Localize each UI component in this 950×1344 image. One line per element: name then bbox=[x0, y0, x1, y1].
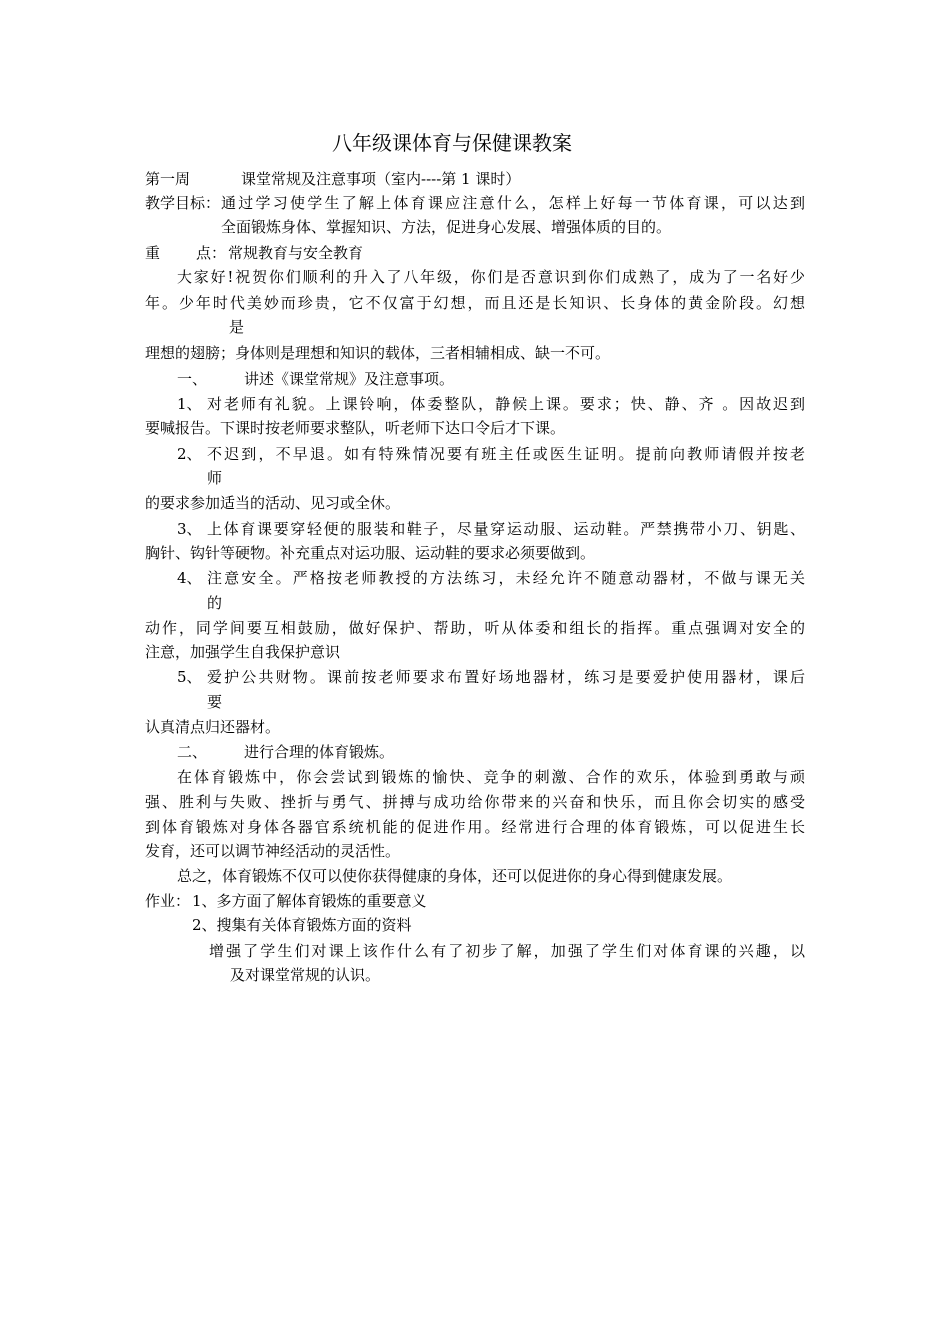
list-item-text: 的要求参加适当的活动、见习或全休。 bbox=[145, 494, 401, 512]
paragraph-line: 发育，还可以调节神经活动的灵活性。 bbox=[145, 842, 401, 860]
list-item-text: 要喊报告。下课时按老师要求整队，听老师下达口令后才下课。 bbox=[145, 419, 566, 437]
key-point-label: 点： bbox=[196, 244, 227, 262]
intro-line: 理想的翅膀；身体则是理想和知识的载体，三者相辅相成、缺一不可。 bbox=[145, 344, 611, 362]
paragraph-line: 到体育锻炼对身体各器官系统机能的促进作用。经常进行合理的体育锻炼，可以促进生长 bbox=[145, 818, 805, 836]
list-item-number: 2、 bbox=[177, 445, 202, 463]
list-item-text: 注意安全。严格按老师教授的方法练习，未经允许不随意动器材，不做与课无关 bbox=[207, 569, 805, 587]
list-item-text: 动作，同学间要互相鼓励，做好保护、帮助，听从体委和组长的指挥。重点强调对安全的 bbox=[145, 619, 805, 637]
page-title: 八年级课体育与保健课教案 bbox=[332, 131, 572, 155]
list-item-text: 爱护公共财物。课前按老师要求布置好场地器材，练习是要爱护使用器材，课后 bbox=[207, 668, 805, 686]
homework-label: 作业： bbox=[145, 892, 191, 910]
list-item-text: 注意，加强学生自我保护意识 bbox=[145, 643, 341, 661]
paragraph-line: 在体育锻炼中，你会尝试到锻炼的愉快、竞争的刺激、合作的欢乐，体验到勇敢与顽 bbox=[177, 768, 805, 786]
section-heading: 讲述《课堂常规》及注意事项。 bbox=[244, 370, 455, 388]
reflection-line: 及对课堂常规的认识。 bbox=[230, 966, 381, 984]
list-item-text: 要 bbox=[207, 693, 223, 711]
key-point-label: 重 bbox=[145, 244, 161, 262]
list-item-text: 上体育课要穿轻便的服装和鞋子，尽量穿运动服、运动鞋。严禁携带小刀、钥匙、 bbox=[207, 520, 805, 538]
objective-line: 通过学习使学生了解上体育课应注意什么，怎样上好每一节体育课，可以达到 bbox=[221, 194, 805, 212]
section-heading: 进行合理的体育锻炼。 bbox=[244, 743, 395, 761]
reflection-line: 增强了学生们对课上该作什么有了初步了解，加强了学生们对体育课的兴趣，以 bbox=[209, 942, 805, 960]
list-item-number: 1、 bbox=[177, 395, 202, 413]
week-label: 第一周 bbox=[145, 170, 191, 188]
section-number: 二、 bbox=[177, 743, 208, 761]
list-item-number: 3、 bbox=[177, 520, 202, 538]
section-number: 一、 bbox=[177, 370, 208, 388]
list-item-number: 4、 bbox=[177, 569, 202, 587]
objective-label: 教学目标： bbox=[145, 194, 221, 212]
list-item-text: 胸针、钩针等硬物。补充重点对运功服、运动鞋的要求必须要做到。 bbox=[145, 544, 596, 562]
list-item-text: 不迟到，不早退。如有特殊情况要有班主任或医生证明。提前向教师请假并按老 bbox=[207, 445, 805, 463]
list-item-text: 的 bbox=[207, 594, 223, 612]
intro-line: 大家好!祝贺你们顺利的升入了八年级，你们是否意识到你们成熟了，成为了一名好少 bbox=[177, 268, 805, 286]
intro-line: 是 bbox=[229, 318, 245, 336]
paragraph-line: 强、胜利与失败、挫折与勇气、拼搏与成功给你带来的兴奋和快乐，而且你会切实的感受 bbox=[145, 793, 805, 811]
week-topic: 课堂常规及注意事项（室内----第 1 课时） bbox=[241, 170, 521, 188]
list-item-text: 对老师有礼貌。上课铃响，体委整队，静候上课。要求；快、静、齐 。因故迟到 bbox=[207, 395, 805, 413]
summary-line: 总之，体育锻炼不仅可以使你获得健康的身体，还可以促进你的身心得到健康发展。 bbox=[177, 867, 733, 885]
intro-line: 年。少年时代美妙而珍贵，它不仅富于幻想，而且还是长知识、长身体的黄金阶段。幻想 bbox=[145, 294, 805, 312]
list-item-text: 认真清点归还器材。 bbox=[145, 718, 281, 736]
homework-item: 1、多方面了解体育锻炼的重要意义 bbox=[192, 892, 427, 910]
list-item-text: 师 bbox=[207, 469, 223, 487]
key-point-text: 常规教育与安全教育 bbox=[228, 244, 364, 262]
objective-line: 全面锻炼身体、掌握知识、方法，促进身心发展、增强体质的目的。 bbox=[221, 218, 672, 236]
homework-item: 2、搜集有关体育锻炼方面的资料 bbox=[192, 916, 412, 934]
list-item-number: 5、 bbox=[177, 668, 202, 686]
